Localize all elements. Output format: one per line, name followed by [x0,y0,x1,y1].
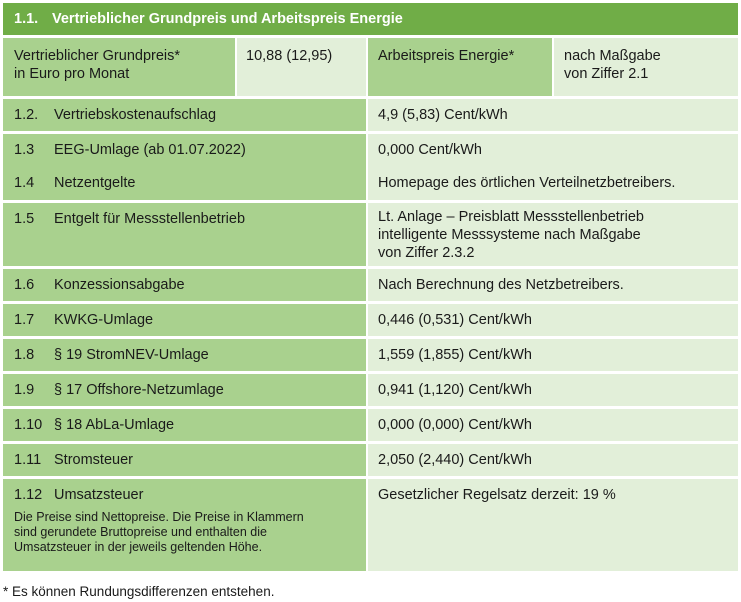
row-value: 0,000 Cent/kWh [378,142,482,158]
table-row [3,444,738,476]
arbeitspreis-label: Arbeitspreis Energie* [378,48,515,64]
row-label-cell [3,444,366,476]
arbeitspreis-value-line1: nach Maßgabe [564,48,661,64]
arbeitspreis-value-line2: von Ziffer 2.1 [564,66,649,82]
table-row [3,409,738,441]
row-label: Vertriebskostenaufschlag [54,107,217,123]
row-number: 1.12 [14,487,43,503]
row-value: Nach Berechnung des Netzbetreibers. [378,277,624,293]
row-value-cell [368,304,738,336]
row-value: 1,559 (1,855) Cent/kWh [378,347,532,363]
row-value: 4,9 (5,83) Cent/kWh [378,107,508,123]
price-note [14,510,366,555]
price-note-line3: Umsatzsteuer in der jeweils geltenden Höhe. [14,540,263,554]
grundpreis-label-line2: in Euro pro Monat [14,66,130,82]
row-label: § 17 Offshore-Netzumlage [54,382,224,398]
row-label-cell [3,409,366,441]
table-row [3,269,738,301]
row-label: Entgelt für Messstellenbetrieb [54,211,246,227]
row-label-cell [3,134,366,200]
row-label: Stromsteuer [54,452,133,468]
row-label: Konzessionsabgabe [54,277,185,293]
row-label-cell [3,203,366,266]
row-value-line1: Lt. Anlage – Preisblatt Messstellenbetrieb [378,209,644,225]
arbeitspreis-label-cell [368,38,552,96]
table-row-grundpreis [3,38,738,96]
row-label-cell [3,339,366,371]
row-value: 0,446 (0,531) Cent/kWh [378,312,532,328]
row-label-cell [3,99,366,131]
row-label: § 19 StromNEV-Umlage [54,347,209,363]
table-row [3,304,738,336]
price-note-line2: sind gerundete Bruttopreise und enthalten die [14,525,267,539]
row-number: 1.7 [14,312,35,328]
row-number: 1.6 [14,277,35,293]
footnote: * Es können Rundungsdifferenzen entstehen. [3,584,275,599]
row-label-cell [3,269,366,301]
grundpreis-label-cell [3,38,235,96]
header-title: Vertrieblicher Grundpreis und Arbeitspreis Energie [52,11,403,27]
row-number: 1.10 [14,417,43,433]
price-note-line1: Die Preise sind Nettopreise. Die Preise in Klammern [14,510,304,524]
row-number: 1.4 [14,175,35,191]
row-number: 1.3 [14,142,35,158]
row-value-cell [368,269,738,301]
table-row [3,479,738,571]
table-row [3,339,738,371]
row-value-cell [368,374,738,406]
row-value: 0,000 (0,000) Cent/kWh [378,417,532,433]
row-number: 1.9 [14,382,35,398]
row-value: 2,050 (2,440) Cent/kWh [378,452,532,468]
row-value-cell [368,134,738,200]
row-label-cell [3,479,366,571]
row-label-cell [3,304,366,336]
arbeitspreis-value-cell [554,38,738,96]
row-value-cell [368,99,738,131]
table-header [3,3,738,35]
row-label: EEG-Umlage (ab 01.07.2022) [54,142,246,158]
row-number: 1.8 [14,347,35,363]
header-number: 1.1. [14,11,39,27]
row-label: § 18 AbLa-Umlage [54,417,175,433]
row-value-cell [368,203,738,266]
row-value-cell [368,444,738,476]
row-value-cell [368,479,738,571]
row-value: 0,941 (1,120) Cent/kWh [378,382,532,398]
row-value: Gesetzlicher Regelsatz derzeit: 19 % [378,487,616,503]
row-number: 1.5 [14,211,35,227]
row-number: 1.11 [14,452,42,468]
row-value-cell [368,409,738,441]
row-label: Netzentgelte [54,175,136,191]
grundpreis-value-cell [237,38,366,96]
table-row [3,374,738,406]
grundpreis-value: 10,88 (12,95) [246,48,333,64]
row-value-line2: intelligente Messsysteme nach Maßgabe [378,227,641,243]
row-label: KWKG-Umlage [54,312,154,328]
table-row [3,134,738,200]
row-value-cell [368,339,738,371]
row-label: Umsatzsteuer [54,487,144,503]
row-value-line3: von Ziffer 2.3.2 [378,245,475,261]
table-row [3,99,738,131]
row-number: 1.2. [14,107,39,123]
table-row [3,203,738,266]
row-value: Homepage des örtlichen Verteilnetzbetreibers. [378,175,676,191]
row-label-cell [3,374,366,406]
grundpreis-label-line1: Vertrieblicher Grundpreis* [14,48,181,64]
